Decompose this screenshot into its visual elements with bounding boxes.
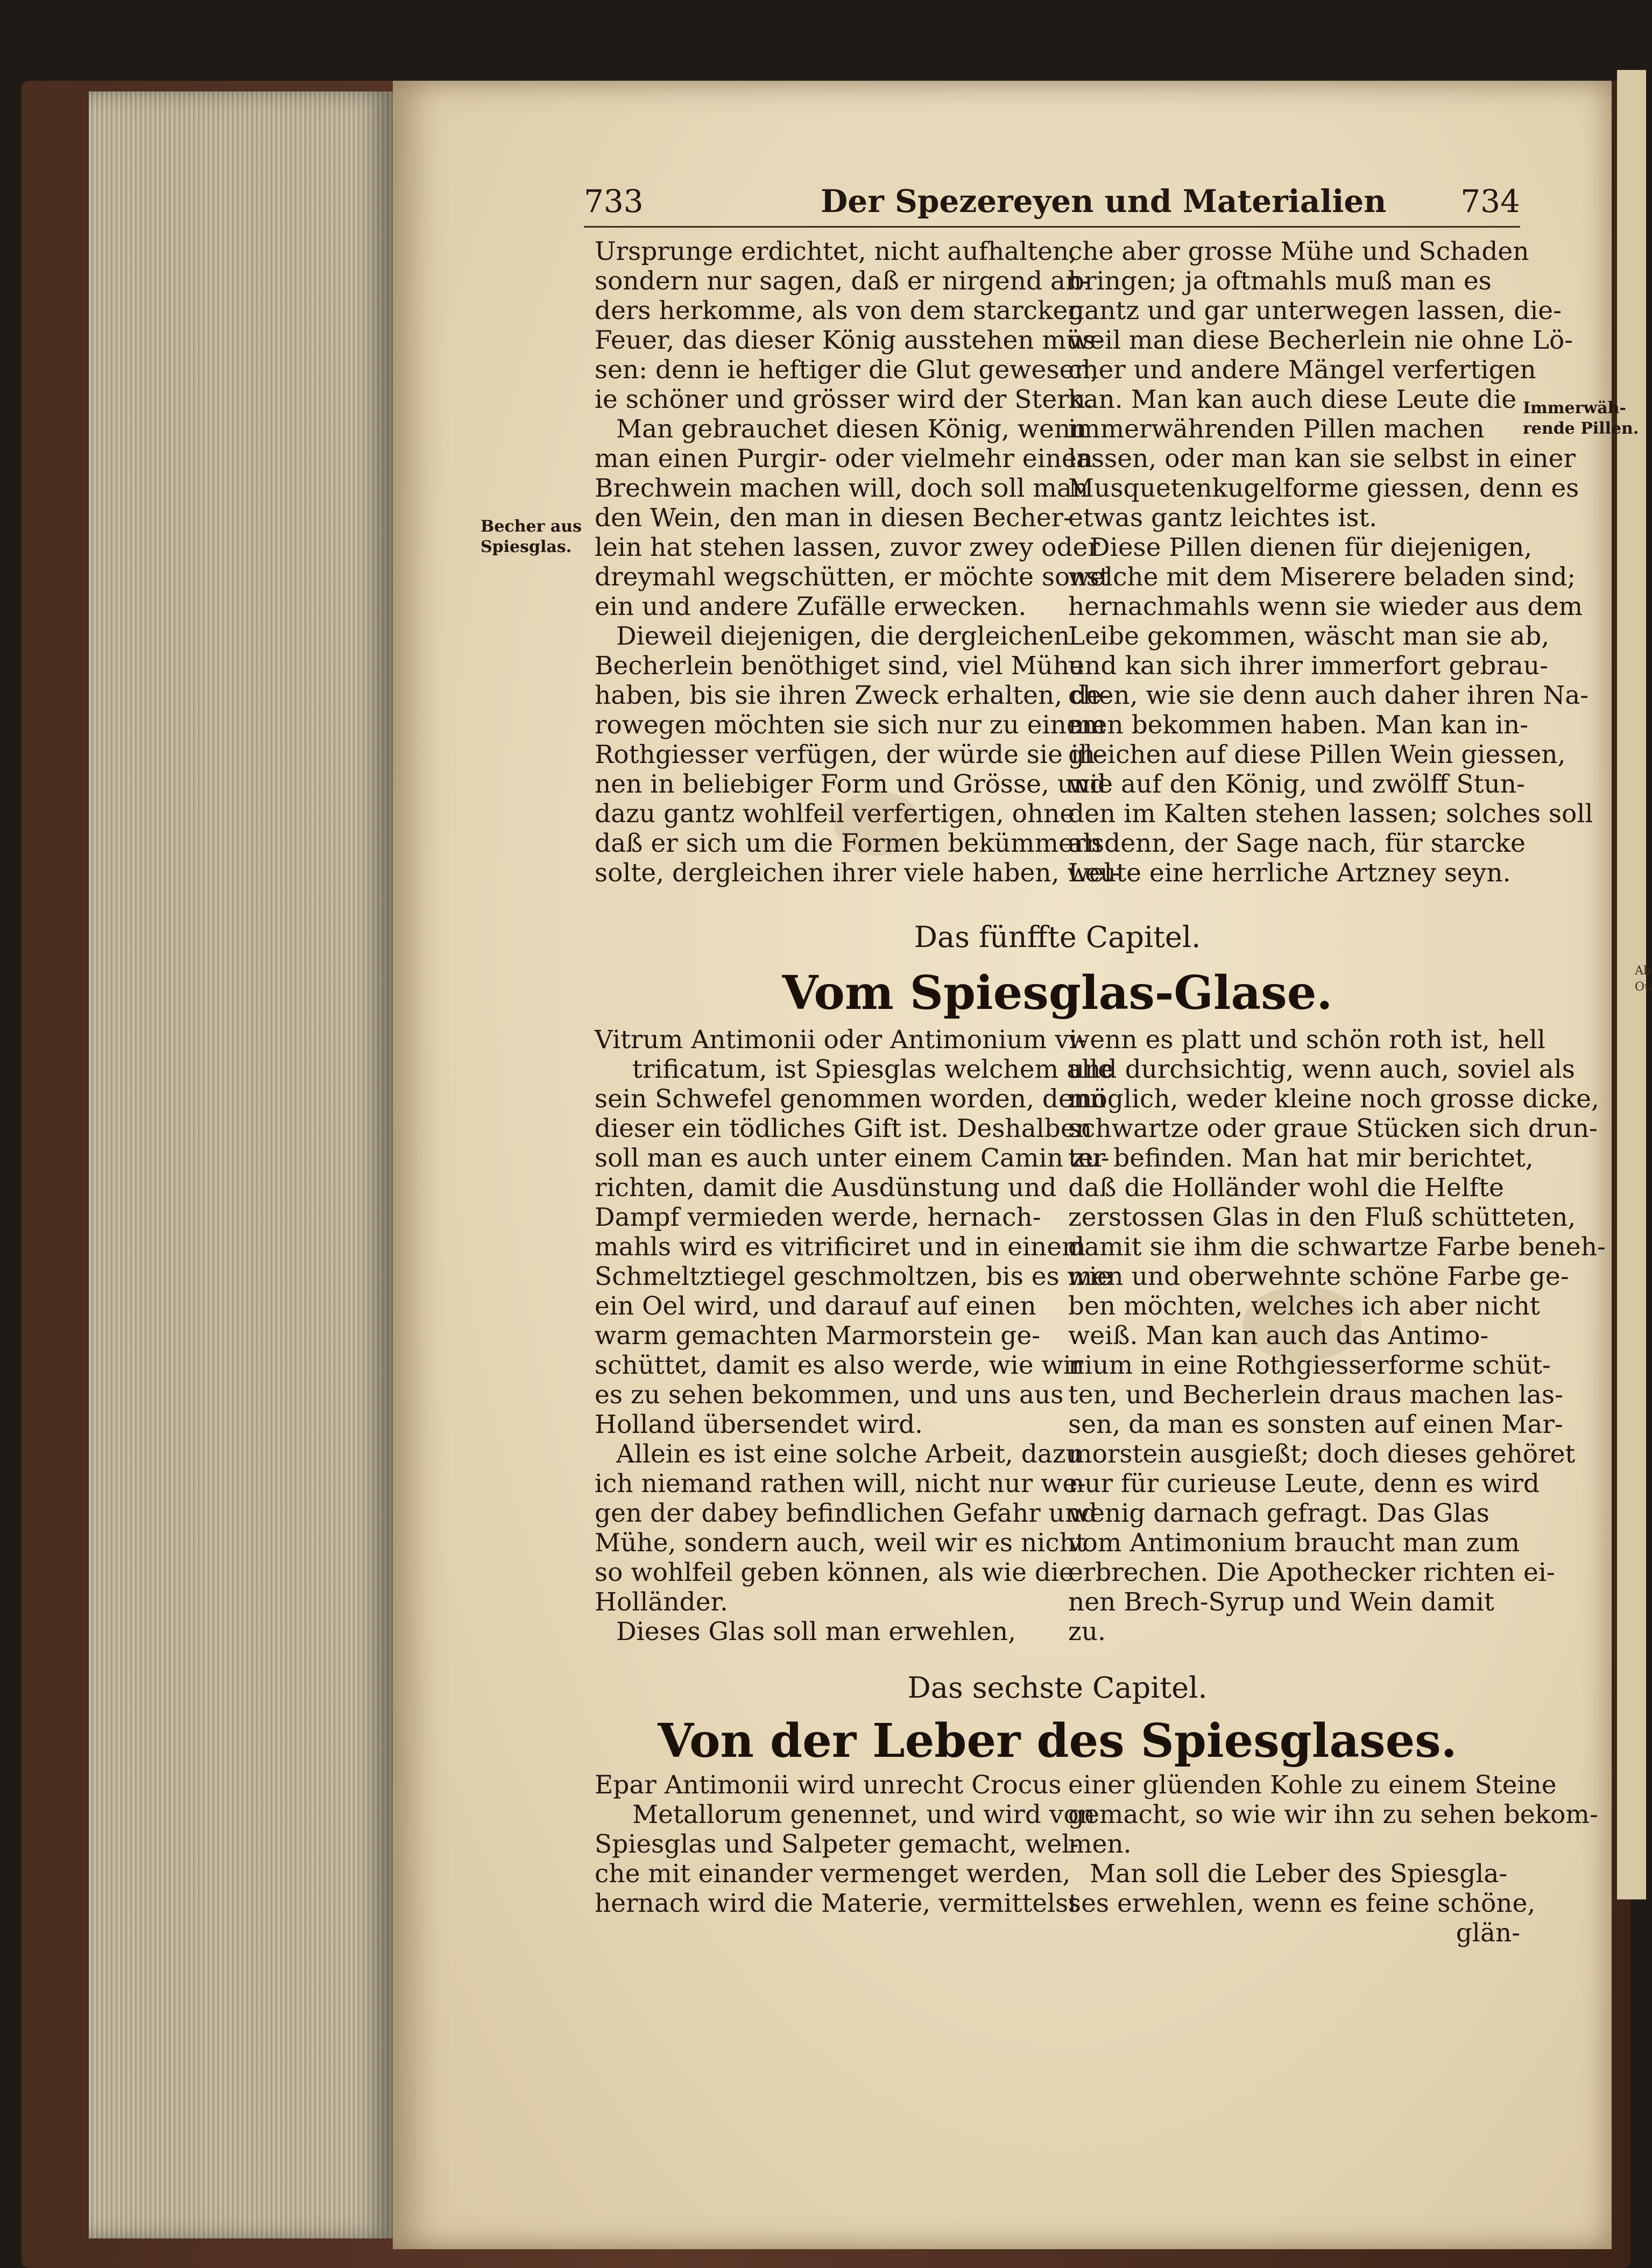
- text-line: cher und andere Mängel verfertigen: [1068, 355, 1536, 385]
- page-edges: [89, 91, 393, 2238]
- text-line: gemacht, so wie wir ihn zu sehen bekom-: [1068, 1800, 1598, 1829]
- text-line: Brechwein machen will, doch soll man: [595, 474, 1089, 503]
- text-line: bringen; ja oftmahls muß man es: [1068, 266, 1492, 296]
- text-line: Dieweil diejenigen, die dergleichen: [616, 621, 1070, 651]
- text-line: nur für curieuse Leute, denn es wird: [1068, 1469, 1540, 1499]
- text-line: wenig darnach gefragt. Das Glas: [1068, 1499, 1489, 1528]
- text-line: rende Pillen.: [1523, 419, 1639, 438]
- text-line: men.: [1068, 1829, 1132, 1859]
- text-line: dieser ein tödliches Gift ist. Deshalben: [595, 1114, 1092, 1143]
- text-line: immerwährenden Pillen machen: [1068, 414, 1485, 444]
- text-line: so wohlfeil geben können, als wie die: [595, 1558, 1074, 1587]
- text-line: solte, dergleichen ihrer viele haben, wel-: [595, 858, 1121, 888]
- text-line: ben möchten, welches ich aber nicht: [1068, 1291, 1540, 1321]
- text-line: ders herkomme, als von dem starcken: [595, 296, 1084, 326]
- text-line: glän-: [1456, 1918, 1520, 1948]
- text-line: ie schöner und grösser wird der Stern.: [595, 385, 1093, 414]
- marginal-note-pillen: [1523, 398, 1639, 439]
- text-line: wie auf den König, und zwölff Stun-: [1068, 769, 1525, 799]
- text-line: wenn es platt und schön roth ist, hell: [1068, 1025, 1545, 1055]
- text-line: Immerwäh-: [1523, 399, 1626, 418]
- text-line: lassen, oder man kan sie selbst in einer: [1068, 444, 1576, 474]
- text-line: che mit einander vermenget werden,: [595, 1859, 1071, 1889]
- text-line: sondern nur sagen, daß er nirgend an-: [595, 266, 1091, 296]
- text-line: ich niemand rathen will, nicht nur we-: [595, 1469, 1086, 1499]
- text-line: Holland übersendet wird.: [595, 1410, 923, 1439]
- chapter5-left-column: [595, 1025, 1113, 1647]
- text-line: soll man es auch unter einem Camin zu-: [595, 1143, 1110, 1173]
- text-line: gleichen auf diese Pillen Wein giessen,: [1068, 740, 1566, 769]
- text-line: morstein ausgießt; doch dieses gehöret: [1068, 1439, 1576, 1469]
- text-line: und kan sich ihrer immerfort gebrau-: [1068, 651, 1549, 681]
- text-line: Dieses Glas soll man erwehlen,: [616, 1617, 1016, 1647]
- text-line: hernach wird die Materie, vermittelst: [595, 1889, 1079, 1918]
- text-line: zerstossen Glas in den Fluß schütteten,: [1068, 1203, 1576, 1232]
- text-line: etwas gantz leichtes ist.: [1068, 503, 1378, 533]
- text-line: Schmeltztiegel geschmoltzen, bis es wie: [595, 1262, 1112, 1291]
- text-line: Feuer, das dieser König ausstehen müs-: [595, 326, 1104, 355]
- text-line: einer glüenden Kohle zu einem Steine: [1068, 1770, 1557, 1800]
- text-line: zu.: [1068, 1617, 1106, 1647]
- text-line: Musquetenkugelforme giessen, denn es: [1068, 474, 1579, 503]
- text-line: richten, damit die Ausdünstung und: [595, 1173, 1057, 1203]
- text-line: dazu gantz wohlfeil verfertigen, ohne: [595, 799, 1075, 829]
- text-line: nium in eine Rothgiesserforme schüt-: [1068, 1351, 1551, 1380]
- text-line: daß er sich um die Formen bekümmern: [595, 829, 1102, 858]
- text-line: Mühe, sondern auch, weil wir es nicht: [595, 1528, 1086, 1558]
- text-line: mahls wird es vitrificiret und in einem: [595, 1232, 1086, 1262]
- chapter6-left-column: [595, 1770, 1095, 1918]
- chapter6-right-column: [1068, 1770, 1598, 1948]
- text-line: den im Kalten stehen lassen; solches soll: [1068, 799, 1593, 829]
- text-line: erbrechen. Die Apothecker richten ei-: [1068, 1558, 1555, 1587]
- text-line: Vitrum Antimonii oder Antimonium vi-: [595, 1025, 1086, 1055]
- text-line: Rothgiesser verfügen, der würde sie ih-: [595, 740, 1104, 769]
- text-line: sein Schwefel genommen worden, denn: [595, 1084, 1106, 1114]
- text-line: nen in beliebiger Form und Grösse, und: [595, 769, 1106, 799]
- text-line: damit sie ihm die schwartze Farbe beneh-: [1068, 1232, 1606, 1262]
- text-line: Diese Pillen dienen für diejenigen,: [1090, 533, 1533, 562]
- text-line: weil man diese Becherlein nie ohne Lö-: [1068, 326, 1573, 355]
- text-line: welche mit dem Miserere beladen sind;: [1068, 562, 1576, 592]
- text-line: ten, und Becherlein draus machen las-: [1068, 1380, 1563, 1410]
- text-line: schüttet, damit es also werde, wie wir: [595, 1351, 1084, 1380]
- text-line: rowegen möchten sie sich nur zu einem: [595, 710, 1106, 740]
- text-line: Man soll die Leber des Spiesgla-: [1090, 1859, 1508, 1889]
- marginal-note-becher: [481, 517, 582, 557]
- text-line: ses erwehlen, wenn es feine schöne,: [1068, 1889, 1536, 1918]
- text-line: Spiesglas.: [481, 538, 572, 556]
- next-page-mark: Ou: [1635, 980, 1652, 994]
- text-line: daß die Holländer wohl die Helfte: [1068, 1173, 1504, 1203]
- text-line: ein Oel wird, und darauf auf einen: [595, 1291, 1036, 1321]
- text-line: gantz und gar unterwegen lassen, die-: [1068, 296, 1562, 326]
- text-line: weiß. Man kan auch das Antimo-: [1068, 1321, 1489, 1351]
- page-number-left: 733: [584, 183, 644, 220]
- text-line: haben, bis sie ihren Zweck erhalten, de-: [595, 681, 1110, 710]
- running-title: Der Spezereyen und Materialien: [821, 183, 1387, 220]
- text-line: men und oberwehnte schöne Farbe ge-: [1068, 1262, 1569, 1291]
- chapter5-right-column: [1068, 1025, 1606, 1647]
- running-header: [584, 183, 1520, 228]
- chapter-heading: Das fünffte Capitel.: [914, 920, 1201, 954]
- text-line: sen: denn ie heftiger die Glut gewesen,: [595, 355, 1099, 385]
- page-number-right: 734: [1460, 183, 1520, 220]
- text-line: Epar Antimonii wird unrecht Crocus: [595, 1770, 1062, 1800]
- text-line: vom Antimonium braucht man zum: [1068, 1528, 1520, 1558]
- text-line: alsdenn, der Sage nach, für starcke: [1068, 829, 1526, 858]
- text-line: ein und andere Zufälle erwecken.: [595, 592, 1027, 621]
- text-line: lein hat stehen lassen, zuvor zwey oder: [595, 533, 1100, 562]
- text-line: gen der dabey befindlichen Gefahr und: [595, 1499, 1098, 1528]
- chapter-heading: Das sechste Capitel.: [907, 1671, 1208, 1705]
- next-page-mark: Ab: [1635, 964, 1651, 978]
- text-line: Leibe gekommen, wäscht man sie ab,: [1068, 621, 1550, 651]
- text-line: men bekommen haben. Man kan in-: [1068, 710, 1529, 740]
- text-line: Allein es ist eine solche Arbeit, dazu: [616, 1439, 1082, 1469]
- top-left-column: [595, 237, 1121, 888]
- text-line: man einen Purgir- oder vielmehr einen: [595, 444, 1093, 474]
- text-line: trificatum, ist Spiesglas welchem alle: [632, 1055, 1113, 1084]
- text-line: Man gebrauchet diesen König, wenn: [616, 414, 1087, 444]
- text-line: warm gemachten Marmorstein ge-: [595, 1321, 1041, 1351]
- text-line: kan. Man kan auch diese Leute die: [1068, 385, 1517, 414]
- text-line: hernachmahls wenn sie wieder aus dem: [1068, 592, 1583, 621]
- chapter-title: Von der Leber des Spiesglases.: [658, 1714, 1457, 1768]
- text-line: Ursprunge erdichtet, nicht aufhalten,: [595, 237, 1077, 266]
- text-line: Dampf vermieden werde, hernach-: [595, 1203, 1041, 1232]
- next-page-marks: [1635, 963, 1652, 995]
- text-line: schwartze oder graue Stücken sich drun-: [1068, 1114, 1598, 1143]
- text-line: Becher aus: [481, 517, 582, 536]
- text-line: ter befinden. Man hat mir berichtet,: [1068, 1143, 1534, 1173]
- text-line: Holländer.: [595, 1587, 728, 1617]
- text-line: den Wein, den man in diesen Becher-: [595, 503, 1072, 533]
- text-line: und durchsichtig, wenn auch, soviel als: [1068, 1055, 1575, 1084]
- text-line: möglich, weder kleine noch grosse dicke,: [1068, 1084, 1599, 1114]
- text-line: es zu sehen bekommen, und uns aus: [595, 1380, 1064, 1410]
- text-line: Spiesglas und Salpeter gemacht, wel-: [595, 1829, 1079, 1859]
- text-line: Becherlein benöthiget sind, viel Mühe: [595, 651, 1084, 681]
- text-line: dreymahl wegschütten, er möchte sonst: [595, 562, 1110, 592]
- chapter-title: Vom Spiesglas-Glase.: [782, 966, 1333, 1020]
- text-line: che aber grosse Mühe und Schaden: [1068, 237, 1529, 266]
- text-line: Leute eine herrliche Artzney seyn.: [1068, 858, 1511, 888]
- text-line: sen, da man es sonsten auf einen Mar-: [1068, 1410, 1563, 1439]
- text-line: Metallorum genennet, und wird von: [632, 1800, 1095, 1829]
- text-line: nen Brech-Syrup und Wein damit: [1068, 1587, 1494, 1617]
- text-line: chen, wie sie denn auch daher ihren Na-: [1068, 681, 1589, 710]
